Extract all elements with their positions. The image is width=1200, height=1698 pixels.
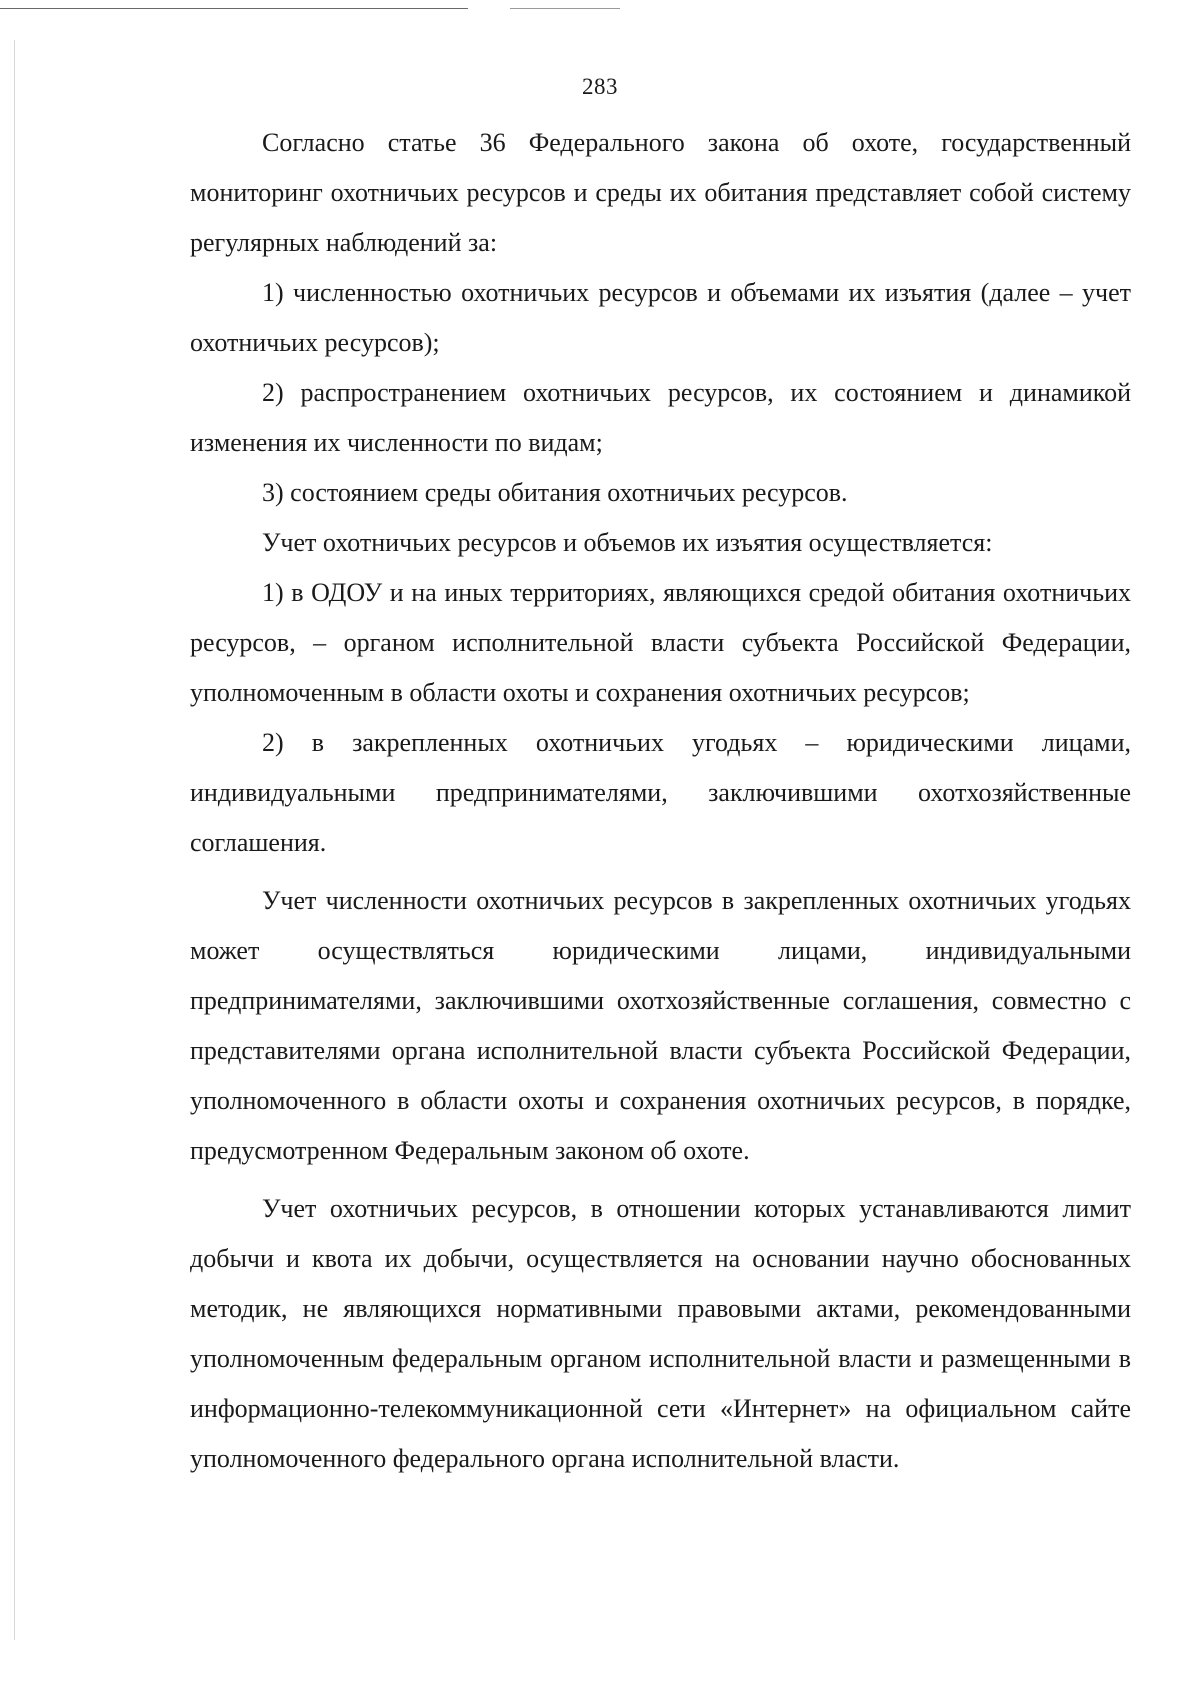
paragraph-accounting-item-2: 2) в закрепленных охотничьих угодьях – юридическими лицами, индивидуальными предпринимателями, заключившими охотхозяйственные соглашения. bbox=[190, 728, 1131, 857]
paragraph-list-item-3: 3) состоянием среды обитания охотничьих ресурсов. bbox=[262, 478, 848, 507]
paragraph-accounting-intro: Учет охотничьих ресурсов и объемов их изъятия осуществляется: bbox=[262, 528, 993, 557]
scan-edge-line-left bbox=[0, 8, 468, 9]
scan-edge-line-middle bbox=[510, 8, 620, 9]
document-body bbox=[190, 118, 1131, 1484]
paragraph-list-item-1: 1) численностью охотничьих ресурсов и объемами их изъятия (далее – учет охотничьих ресурсов); bbox=[190, 278, 1131, 357]
paragraph-accounting-item-1: 1) в ОДОУ и на иных территориях, являющихся средой обитания охотничьих ресурсов, – органом исполнительной власти субъекта Российской Федерации, уполномоченным в области охоты и сохранения охотничьих ресурсов; bbox=[190, 578, 1131, 707]
paragraph-monitoring-intro: Согласно статье 36 Федерального закона об охоте, государственный мониторинг охотничьих ресурсов и среды их обитания представляет собой систему регулярных наблюдений за: bbox=[190, 128, 1131, 257]
paragraph-joint-accounting: Учет численности охотничьих ресурсов в закрепленных охотничьих угодьях может осуществляться юридическими лицами, индивидуальными предпринимателями, заключившими охотхозяйственные соглашения, совместно с представителями органа исполнительной власти субъекта Российской Федерации, уполномоченного в области охоты и сохранения охотничьих ресурсов, в порядке, предусмотренном Федеральным законом об охоте. bbox=[190, 886, 1131, 1165]
paragraph-list-item-2: 2) распространением охотничьих ресурсов, их состоянием и динамикой изменения их численности по видам; bbox=[190, 378, 1131, 457]
page-number: 283 bbox=[582, 74, 618, 99]
paragraph-methodology: Учет охотничьих ресурсов, в отношении которых устанавливаются лимит добычи и квота их добычи, осуществляется на основании научно обоснованных методик, не являющихся нормативными правовыми актами, рекомендованными уполномоченным федеральным органом исполнительной власти и размещенными в информационно-телекоммуникационной сети «Интернет» на официальном сайте уполномоченного федерального органа исполнительной власти. bbox=[190, 1194, 1131, 1473]
scan-edge-left-margin bbox=[14, 40, 15, 1640]
